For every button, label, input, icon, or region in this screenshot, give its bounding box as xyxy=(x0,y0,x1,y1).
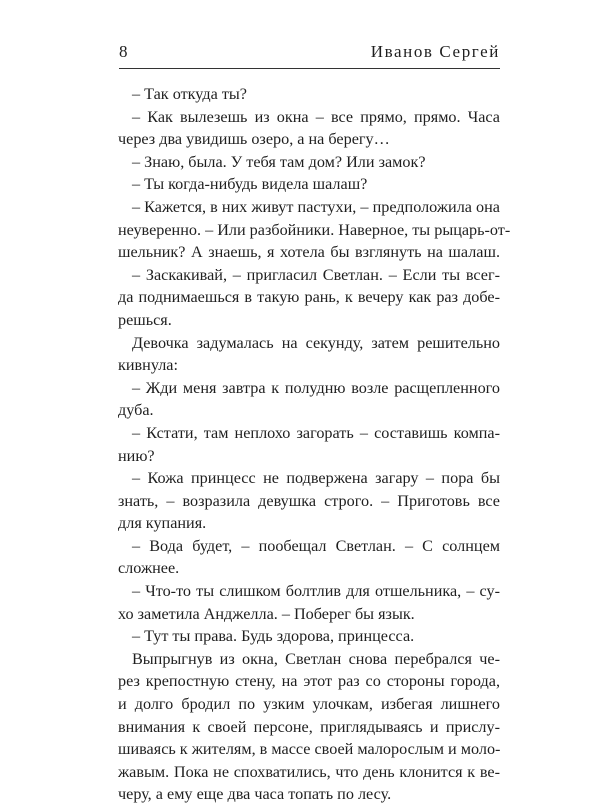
text-line: – Заскакивай, – пригласил Светлан. – Если ты всег- xyxy=(132,265,500,284)
text-line: рез крепостную стену, на этот раз со стороны города, xyxy=(118,672,500,691)
text-line: – Кажется, в них живут пастухи, – предположила она xyxy=(132,197,500,216)
text-line: – Жди меня завтра к полудню возле расщепленного xyxy=(132,378,500,397)
text-line: хо заметила Анджелла. – Поберег бы язык. xyxy=(118,604,415,623)
text-line: для купания. xyxy=(118,514,207,533)
text-line: – Тут ты права. Будь здорова, принцесса. xyxy=(132,627,415,646)
running-title: Иванов Сергей xyxy=(370,42,500,61)
text-line: черу, а ему еще два часа топать по лесу. xyxy=(118,785,392,804)
text-line: нию? xyxy=(118,446,155,465)
text-line: жавым. Пока не спохватились, что день клонится к ве- xyxy=(118,762,500,781)
text-line: шиваясь к жителям, в массе своей малорослым и моло- xyxy=(118,740,501,759)
text-line: – Кстати, там неплохо загорать – составишь компа- xyxy=(132,423,500,442)
text-line: шельник? А знаешь, я хотела бы взглянуть на шалаш. xyxy=(118,243,500,262)
page-header xyxy=(119,40,500,70)
text-line: и долго бродил по узким улочкам, избегая лишнего xyxy=(118,695,500,714)
text-line: решься. xyxy=(118,310,172,329)
text-line: Девочка задумалась на секунду, затем решительно xyxy=(132,333,500,352)
text-line: – Ты когда-нибудь видела шалаш? xyxy=(132,175,368,194)
text-line: сложнее. xyxy=(118,559,180,578)
text-line: Выпрыгнув из окна, Светлан снова перебрался че- xyxy=(132,649,500,668)
text-line: знать, – возразила девушка строго. – Приготовь все xyxy=(118,491,500,510)
text-line: внимания к своей персоне, приглядываясь и прислу- xyxy=(118,717,500,736)
text-line: – Что-то ты слишком болтлив для отшельника, – су- xyxy=(132,582,500,601)
text-line: дуба. xyxy=(118,401,154,420)
text-line: через два увидишь озеро, а на берегу… xyxy=(118,130,390,149)
book-text xyxy=(118,83,511,806)
text-line: – Как вылезешь из окна – все прямо, прямо. Часа xyxy=(132,107,500,126)
text-line: да поднимаешься в такую рань, к вечеру как раз добе- xyxy=(118,288,500,307)
text-line: – Вода будет, – пообещал Светлан. – С солнцем xyxy=(132,536,500,555)
text-line: – Знаю, была. У тебя там дом? Или замок? xyxy=(132,152,426,171)
header-rule xyxy=(119,68,500,69)
text-line: неуверенно. – Или разбойники. Наверное, ты рыцарь-от- xyxy=(118,220,511,239)
page-number: 8 xyxy=(119,42,128,61)
text-line: – Так откуда ты? xyxy=(132,85,247,103)
text-line: – Кожа принцесс не подвержена загару – пора бы xyxy=(132,469,500,488)
text-line: кивнула: xyxy=(118,356,178,375)
